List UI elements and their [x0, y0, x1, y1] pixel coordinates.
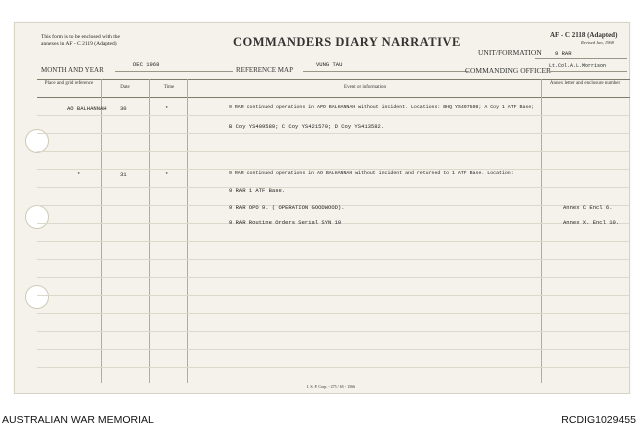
- entry-date: 30: [120, 105, 127, 112]
- ruled-line: [37, 259, 630, 260]
- unit-label: UNIT/FORMATION: [478, 48, 542, 57]
- ruled-line: [37, 115, 630, 116]
- column-header-event: Event or information: [344, 85, 386, 90]
- column-header-date: Date: [120, 85, 130, 90]
- page-title: COMMANDERS DIARY NARRATIVE: [233, 35, 461, 49]
- footer-record-id: RCDIG1029455: [561, 414, 636, 426]
- entry-event: 9 RAR OPO 9. ( OPERATION GOODWOOD).: [229, 204, 345, 211]
- entry-date: 31: [120, 171, 127, 178]
- ruled-line: [37, 277, 630, 278]
- form-notice: [41, 34, 120, 48]
- diary-entry: [15, 105, 629, 115]
- column-header-annex: Annex letter and enclosure number: [549, 81, 621, 86]
- entry-event: 9 RAR continued operations in APO BALHANNAH without incident. Locations: BHQ YS407508; A Coy 1 ATF Base;: [229, 105, 535, 110]
- form-notice-line: This form is to be enclosed with the: [41, 34, 120, 40]
- archive-footer: [0, 394, 640, 430]
- diary-sheet: [14, 22, 630, 394]
- diary-entry: [15, 187, 629, 197]
- refmap-value: VUNG TAU: [316, 61, 343, 68]
- entry-time: *: [165, 171, 169, 178]
- entry-place: AO BALHANNAH: [67, 105, 107, 112]
- ruled-line: [37, 295, 630, 296]
- ruled-line: [37, 241, 630, 242]
- entry-annex: Annex X. Encl 10.: [563, 219, 620, 226]
- entry-time: *: [165, 105, 169, 112]
- form-number: AF - C 2118 (Adapted): [550, 31, 618, 39]
- ruled-line: [37, 169, 630, 170]
- footer-institution: AUSTRALIAN WAR MEMORIAL: [2, 414, 154, 426]
- revised-date: Revised Jan, 1968: [581, 40, 614, 45]
- ruled-line: [37, 313, 630, 314]
- printer-imprint: I. S. P. Corp. - 275 / 65 - 1566: [307, 384, 356, 389]
- unit-value: 9 RAR: [555, 50, 572, 57]
- punch-hole: [25, 285, 49, 309]
- ruled-line: [37, 151, 630, 152]
- diary-entry: [15, 204, 629, 214]
- entry-event: 9 RAR 1 ATF Base.: [229, 187, 286, 194]
- ruled-line: [37, 133, 630, 134]
- entry-event: B Coy YS409589; C Coy YS421570; D Coy YS413582.: [229, 123, 385, 130]
- form-notice-line: annexes in AF - C 2119 (Adapted): [41, 41, 117, 47]
- unit-underline: [535, 58, 627, 59]
- refmap-label: REFERENCE MAP: [236, 66, 293, 74]
- diary-entry: [15, 123, 629, 133]
- entry-event: 9 RAR Routine Orders Serial SYN 10: [229, 219, 342, 226]
- ruled-line: [37, 367, 630, 368]
- entry-annex: Annex C Encl 6.: [563, 204, 613, 211]
- column-header-place: Place and grid reference: [44, 81, 94, 86]
- month-underline: [115, 71, 233, 72]
- column-header-time: Time: [163, 85, 175, 90]
- diary-entry: [15, 219, 629, 229]
- diary-entry: [15, 171, 629, 181]
- ruled-line: [37, 349, 630, 350]
- entry-place: *: [77, 171, 81, 178]
- month-label: MONTH AND YEAR: [41, 66, 104, 74]
- refmap-underline: [303, 71, 469, 72]
- entry-event: 9 RAR continued operations in AO BALHANNAH without incident and returned to 1 ATF Base. Location:: [229, 171, 514, 176]
- co-value: Lt.Col.A.L.Morrison: [549, 63, 607, 69]
- month-value: DEC 1968: [133, 61, 160, 68]
- co-label: COMMANDING OFFICER: [465, 66, 552, 75]
- ruled-line: [37, 331, 630, 332]
- co-underline: [549, 71, 627, 72]
